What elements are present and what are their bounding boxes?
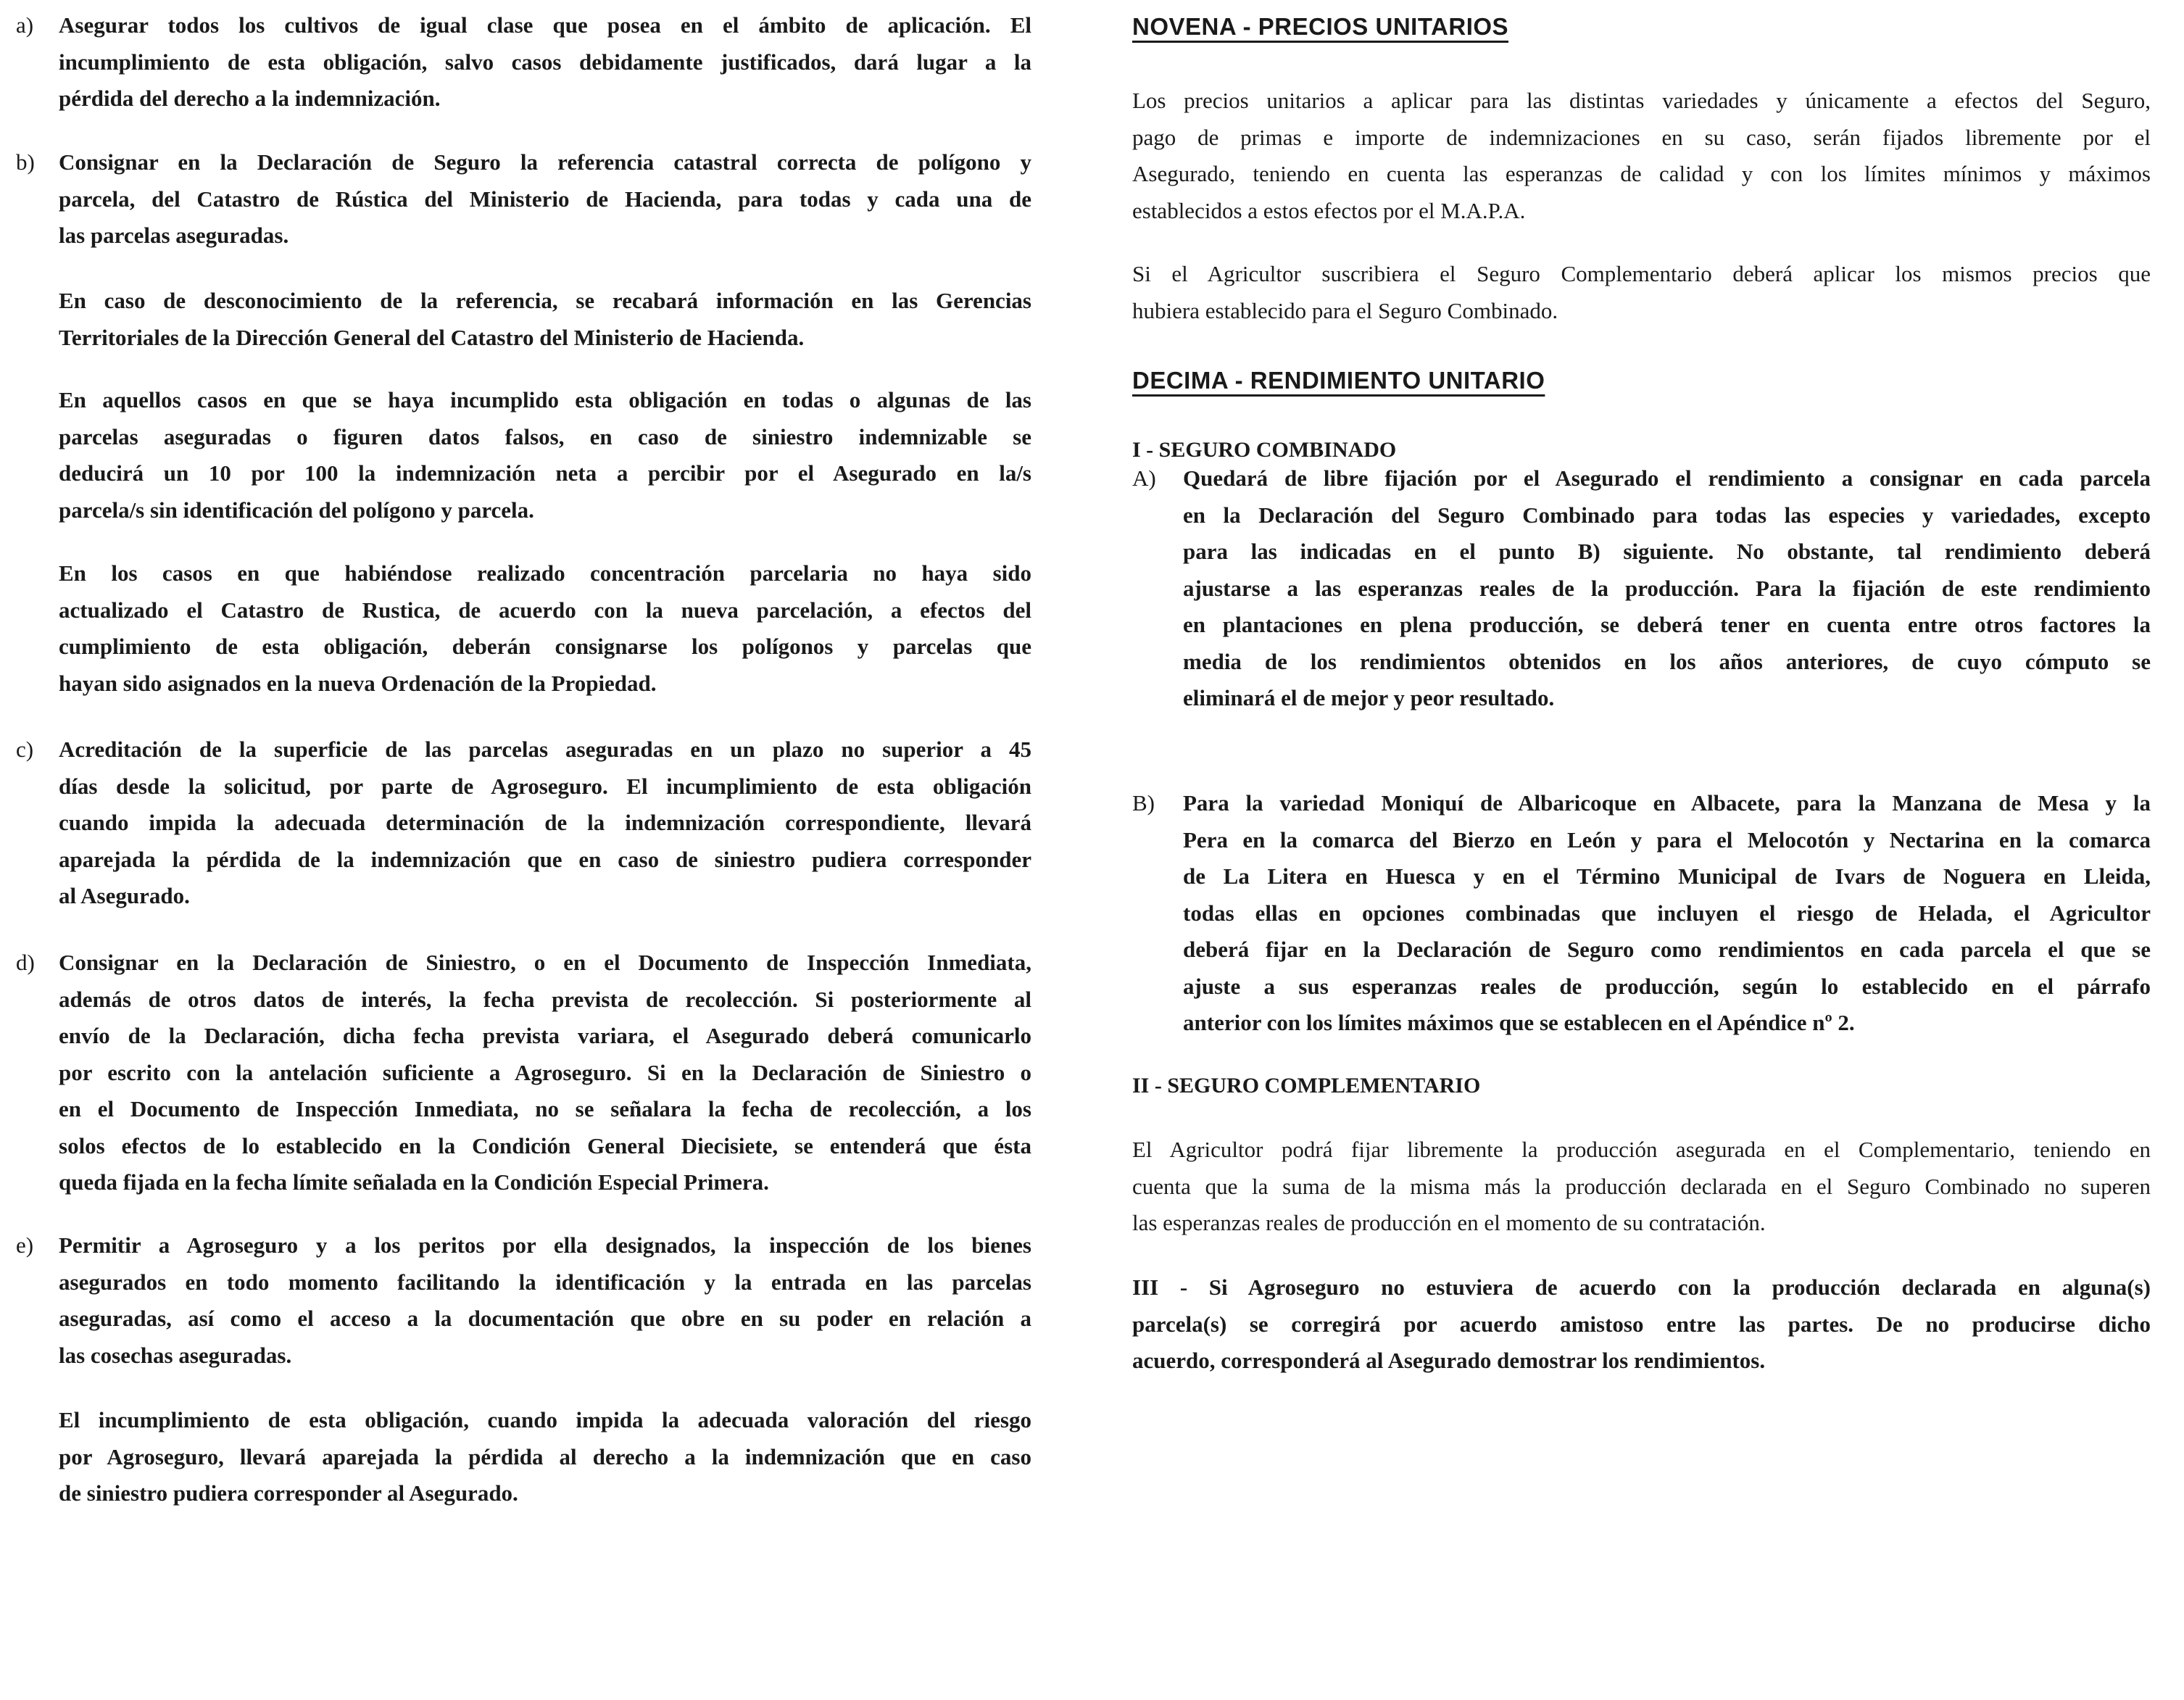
text-line: al Asegurado. xyxy=(59,883,190,908)
section-1-item-B xyxy=(1132,785,2151,1042)
text-line: de siniestro pudiera corresponder al Asegurado. xyxy=(59,1480,518,1506)
item-label: a) xyxy=(16,12,34,38)
text-line: III - Si Agroseguro no estuviera de acuerdo con la producción declarada en alguna(s) xyxy=(1132,1274,2151,1300)
text-line: hubiera establecido para el Seguro Combinado. xyxy=(1132,297,1558,323)
text-line: anterior con los límites máximos que se establecen en el Apéndice nº 2. xyxy=(1183,1010,1855,1035)
text-line: acuerdo, corresponderá al Asegurado demostrar los rendimientos. xyxy=(1132,1348,1766,1373)
section-2-paragraph xyxy=(1132,1132,2151,1242)
text-line: las parcelas aseguradas. xyxy=(59,223,289,248)
text-line: En caso de desconocimiento de la referencia, se recabará información en las Gerencias xyxy=(59,288,1031,313)
text-line: media de los rendimientos obtenidos en los años anteriores, de cuyo cómputo se xyxy=(1183,648,2151,674)
clause-item-c xyxy=(16,731,1031,915)
text-line: En aquellos casos en que se haya incumplido esta obligación en todas o algunas de las xyxy=(59,387,1031,412)
text-line: solos efectos de lo establecido en la Condición General Diecisiete, se entenderá que ésta xyxy=(59,1132,1031,1158)
text-line: Los precios unitarios a aplicar para las distintas variedades y únicamente a efectos del Seguro, xyxy=(1132,88,2151,113)
item-label: A) xyxy=(1132,465,1156,491)
text-line: El incumplimiento de esta obligación, cuando impida la adecuada valoración del riesgo xyxy=(59,1407,1031,1432)
text-line: Asegurar todos los cultivos de igual clase que posea en el ámbito de aplicación. El xyxy=(59,12,1031,38)
clause-paragraph xyxy=(59,1402,1031,1512)
clause-paragraph xyxy=(59,555,1031,702)
clause-paragraph xyxy=(59,283,1031,356)
text-line: Quedará de libre fijación por el Asegurado el rendimiento a consignar en cada parcela xyxy=(1183,465,2151,491)
text-line: ajustarse a las esperanzas reales de la producción. Para la fijación de este rendimiento xyxy=(1183,575,2151,601)
clause-item-a xyxy=(16,7,1031,117)
novena-paragraph xyxy=(1132,256,2151,329)
text-line: de La Litera en Huesca y en el Término Municipal de Ivars de Noguera en Lleida, xyxy=(1183,863,2151,889)
text-line: ajuste a sus esperanzas reales de producción, según lo establecido en el párrafo xyxy=(1183,973,2151,999)
text-line: en plantaciones en plena producción, se deberá tener en cuenta entre otros factores la xyxy=(1183,612,2151,637)
text-line: Asegurado, teniendo en cuenta las esperanzas de calidad y con los límites mínimos y máximos xyxy=(1132,161,2151,186)
text-line: cuando impida la adecuada determinación de la indemnización correspondiente, llevará xyxy=(59,810,1031,835)
text-line: cuenta que la suma de la misma más la producción declarada en el Seguro Combinado no superen xyxy=(1132,1173,2151,1199)
text-line: aseguradas, así como el acceso a la documentación que obre en su poder en relación a xyxy=(59,1306,1031,1331)
text-line: El Agricultor podrá fijar libremente la producción asegurada en el Complementario, teniendo en xyxy=(1132,1137,2151,1162)
text-line: aparejada la pérdida de la indemnización que en caso de siniestro pudiera corresponder xyxy=(59,846,1031,872)
clause-item-b xyxy=(16,144,1031,254)
text-line: Si el Agricultor suscribiera el Seguro Complementario deberá aplicar los mismos precios que xyxy=(1132,261,2151,286)
text-line: parcela(s) se corregirá por acuerdo amistoso entre las partes. De no producirse dicho xyxy=(1132,1311,2151,1337)
text-line: asegurados en todo momento facilitando la identificación y la entrada en las parcelas xyxy=(59,1269,1031,1295)
text-line: todas ellas en opciones combinadas que incluyen el riesgo de Helada, el Agricultor xyxy=(1183,900,2151,926)
item-label: e) xyxy=(16,1232,34,1258)
text-line: las esperanzas reales de producción en el momento de su contratación. xyxy=(1132,1210,1766,1235)
text-line: días desde la solicitud, por parte de Agroseguro. El incumplimiento de esta obligación xyxy=(59,773,1031,799)
text-line: queda fijada en la fecha límite señalada en la Condición Especial Primera. xyxy=(59,1169,769,1195)
item-label: c) xyxy=(16,737,34,762)
novena-paragraph xyxy=(1132,83,2151,229)
text-line: Consignar en la Declaración de Seguro la referencia catastral correcta de polígono y xyxy=(59,149,1031,175)
text-line: establecidos a estos efectos por el M.A.P.A. xyxy=(1132,197,1526,223)
text-line: parcela, del Catastro de Rústica del Ministerio de Hacienda, para todas y cada una de xyxy=(59,186,1031,212)
text-line: deberá fijar en la Declaración de Seguro como rendimientos en cada parcela el que se xyxy=(1183,937,2151,962)
text-line: Pera en la comarca del Bierzo en León y para el Melocotón y Nectarina en la comarca xyxy=(1183,826,2151,853)
section-1-heading: I - SEGURO COMBINADO xyxy=(1132,438,1397,462)
text-line: en el Documento de Inspección Inmediata, no se señalara la fecha de recolección, a los xyxy=(59,1096,1031,1121)
text-line: además de otros datos de interés, la fecha prevista de recolección. Si posteriormente al xyxy=(59,986,1031,1012)
text-line: por escrito con la antelación suficiente a Agroseguro. Si en la Declaración de Siniestro o xyxy=(59,1059,1031,1085)
text-line: Territoriales de la Dirección General del Catastro del Ministerio de Hacienda. xyxy=(59,324,805,350)
text-line: eliminará el de mejor y peor resultado. xyxy=(1183,685,1555,710)
text-line: Permitir a Agroseguro y a los peritos por ella designados, la inspección de los bienes xyxy=(59,1232,1031,1258)
text-line: parcelas aseguradas o figuren datos falsos, en caso de siniestro indemnizable se xyxy=(59,423,1031,449)
text-line: incumplimiento de esta obligación, salvo casos debidamente justificados, dará lugar a la xyxy=(59,49,1031,75)
text-line: pérdida del derecho a la indemnización. xyxy=(59,86,441,111)
text-line: parcela/s sin identificación del polígono y parcela. xyxy=(59,497,534,523)
text-line: en la Declaración del Seguro Combinado para todas las especies y variedades, excepto xyxy=(1183,502,2151,528)
clause-paragraph xyxy=(59,382,1031,528)
text-line: por Agroseguro, llevará aparejada la pérdida al derecho a la indemnización que en caso xyxy=(59,1443,1031,1469)
text-line: las cosechas aseguradas. xyxy=(59,1342,292,1368)
decima-heading: DECIMA - RENDIMIENTO UNITARIO xyxy=(1132,367,1545,394)
item-label: B) xyxy=(1132,790,1155,816)
section-2-heading: II - SEGURO COMPLEMENTARIO xyxy=(1132,1074,1481,1098)
text-line: pago de primas e importe de indemnizaciones en su caso, serán fijados libremente por el xyxy=(1132,124,2151,150)
section-1-item-A xyxy=(1132,460,2151,717)
text-line: cumplimiento de esta obligación, deberán consignarse los polígonos y parcelas que xyxy=(59,634,1031,659)
text-line: para las indicadas en el punto B) siguiente. No obstante, tal rendimiento deberá xyxy=(1183,539,2151,564)
item-label: d) xyxy=(16,950,35,975)
section-3-paragraph xyxy=(1132,1269,2151,1380)
text-line: Para la variedad Moniquí de Albaricoque en Albacete, para la Manzana de Mesa y la xyxy=(1183,790,2151,816)
text-line: actualizado el Catastro de Rustica, de acuerdo con la nueva parcelación, a efectos del xyxy=(59,597,1031,623)
text-line: deducirá un 10 por 100 la indemnización neta a percibir por el Asegurado en la/s xyxy=(59,460,1031,486)
item-label: b) xyxy=(16,149,35,175)
novena-heading: NOVENA - PRECIOS UNITARIOS xyxy=(1132,13,1509,40)
text-line: hayan sido asignados en la nueva Ordenación de la Propiedad. xyxy=(59,670,657,696)
text-line: envío de la Declaración, dicha fecha prevista variara, el Asegurado deberá comunicarlo xyxy=(59,1023,1031,1048)
text-line: Acreditación de la superficie de las parcelas aseguradas en un plazo no superior a 45 xyxy=(59,737,1031,762)
text-line: En los casos en que habiéndose realizado concentración parcelaria no haya sido xyxy=(59,560,1031,586)
clause-item-d xyxy=(16,945,1031,1201)
text-line: Consignar en la Declaración de Siniestro, o en el Documento de Inspección Inmediata, xyxy=(59,950,1031,975)
clause-item-e xyxy=(16,1227,1031,1374)
